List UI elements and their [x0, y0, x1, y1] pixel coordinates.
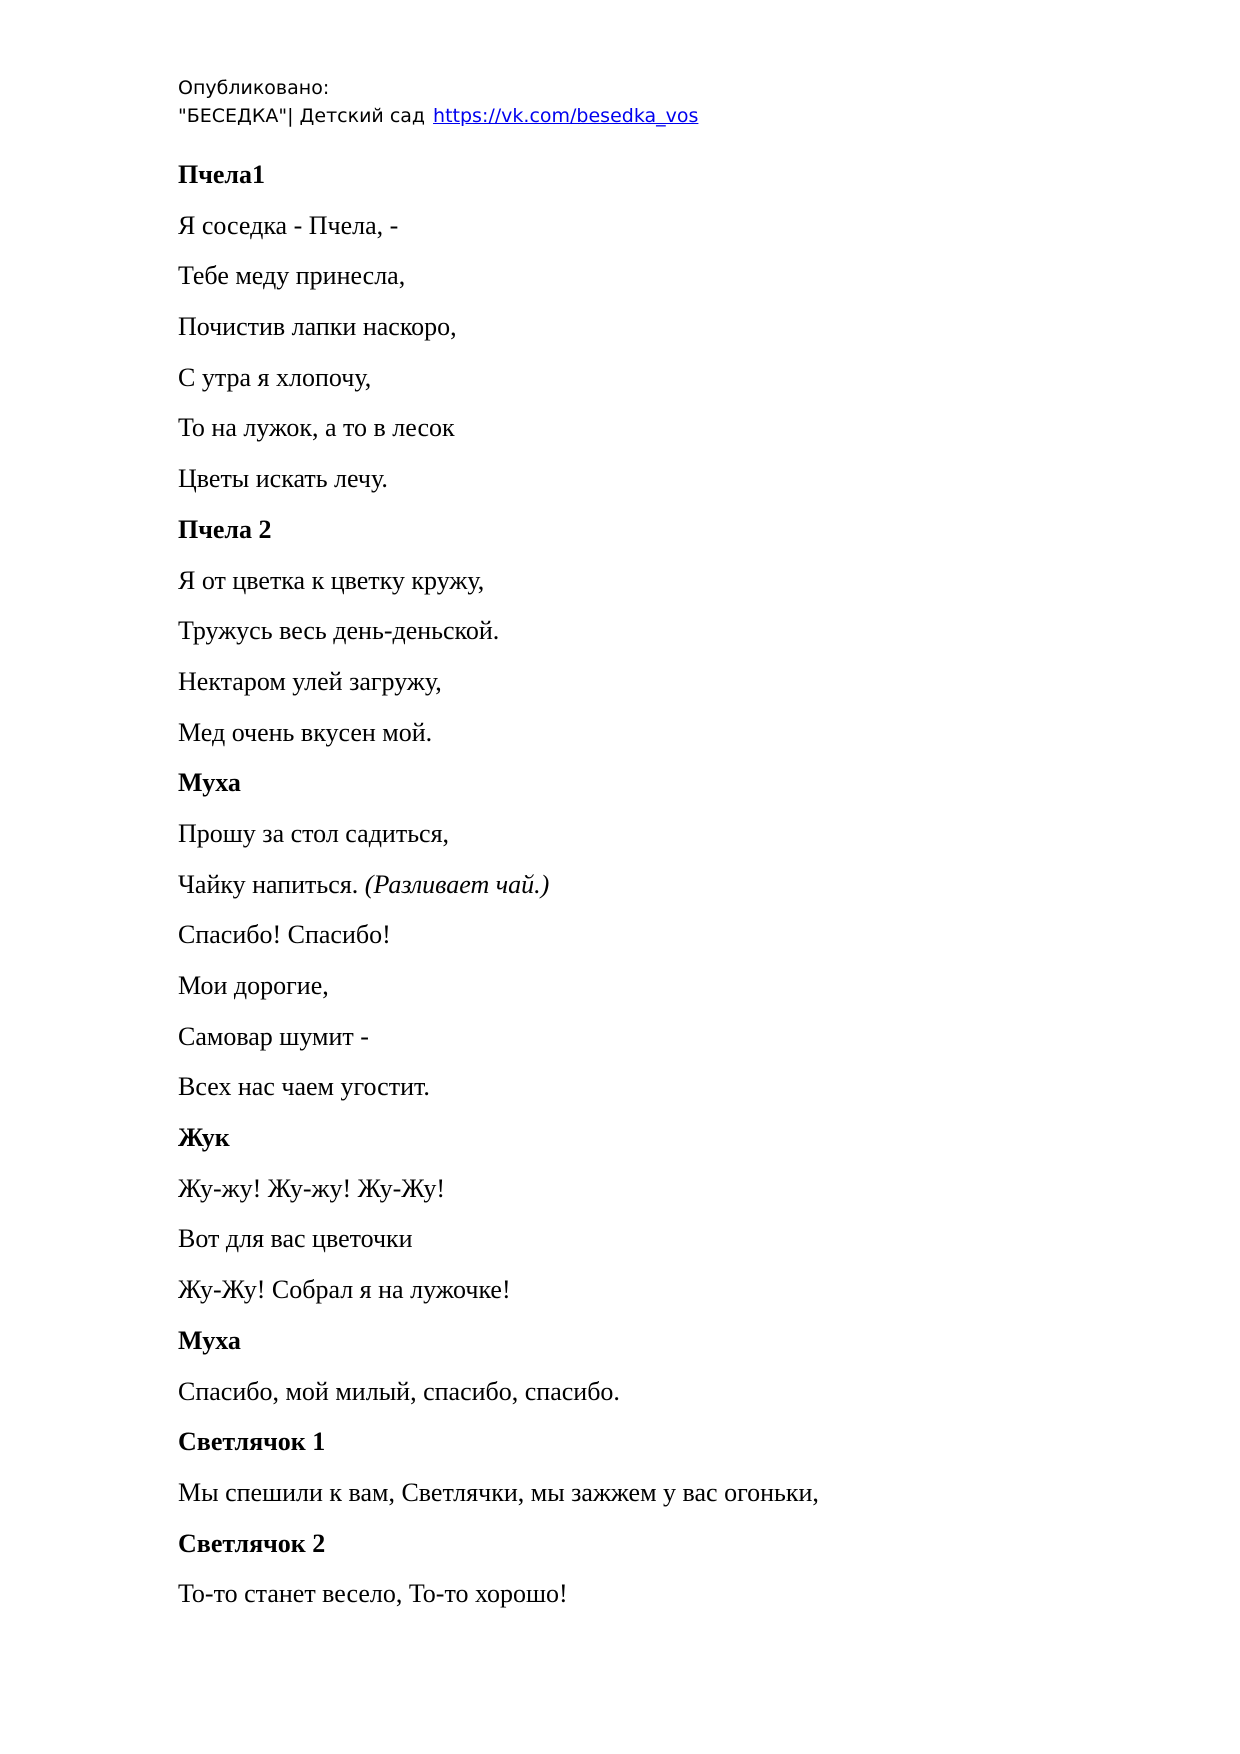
verse-line: Я соседка - Пчела, - [178, 210, 399, 240]
source-link[interactable]: https://vk.com/besedka_vos [433, 105, 699, 127]
verse-line: То-то станет весело, То-то хорошо! [178, 1579, 568, 1609]
speaker-heading: Муха [178, 768, 241, 798]
verse-line: Мои дорогие, [178, 971, 329, 1000]
verse-line: Тружусь весь день-деньской. [178, 616, 500, 646]
verse-line-with-direction [178, 866, 1178, 917]
verse-line: Прошу за стол садиться, [178, 818, 450, 848]
verse-line: То на лужок, а то в лесок [178, 413, 455, 443]
speaker-heading: Жук [178, 1123, 230, 1153]
publication-header [178, 74, 698, 130]
verse-line: Вот для вас цветочки [178, 1224, 413, 1254]
verse-line: Тебе меду принесла, [178, 261, 406, 291]
source-name: "БЕСЕДКА"| Детский сад [178, 105, 426, 127]
speaker-heading: Муха [178, 1325, 241, 1355]
script-body [178, 156, 1178, 1626]
speaker-heading: Пчела1 [178, 160, 266, 189]
verse-line: Мед очень вкусен мой. [178, 717, 433, 747]
verse-line: Нектаром улей загружу, [178, 666, 442, 696]
verse-line: С утра я хлопочу, [178, 362, 372, 392]
verse-line: Жу-жу! Жу-жу! Жу-Жу! [178, 1173, 445, 1203]
speaker-heading: Светлячок 1 [178, 1427, 326, 1457]
verse-line: Почистив лапки наскоро, [178, 312, 457, 342]
published-label: Опубликовано: [178, 77, 330, 99]
verse-line: Я от цветка к цветку кружу, [178, 565, 485, 595]
speaker-heading: Светлячок 2 [178, 1528, 326, 1558]
verse-text: Чайку напиться. [178, 869, 365, 899]
verse-line: Самовар шумит - [178, 1021, 369, 1051]
verse-line: Спасибо, мой милый, спасибо, спасибо. [178, 1376, 620, 1406]
speaker-heading: Пчела 2 [178, 514, 272, 544]
verse-line: Спасибо! Спасибо! [178, 920, 391, 950]
publication-source [178, 102, 698, 130]
verse-line: Мы спешили к вам, Светлячки, мы зажжем у вас огоньки, [178, 1477, 819, 1507]
verse-line: Цветы искать лечу. [178, 464, 388, 494]
verse-line: Всех нас чаем угостит. [178, 1072, 430, 1102]
stage-direction: (Разливает чай.) [364, 869, 550, 899]
verse-line: Жу-Жу! Собрал я на лужочке! [178, 1275, 511, 1305]
